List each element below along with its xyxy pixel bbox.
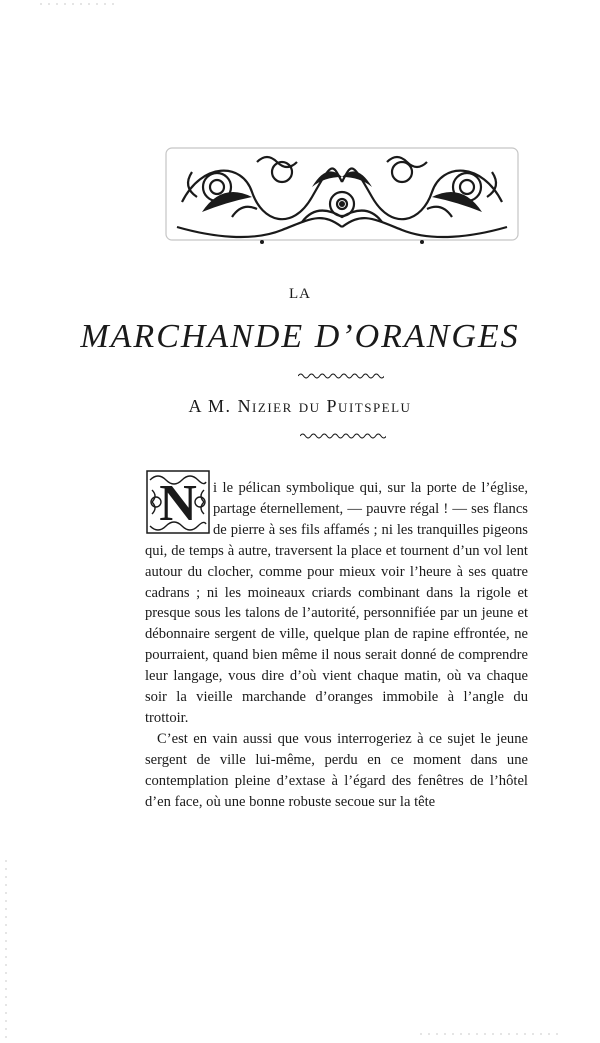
- wavy-rule-bottom: [300, 432, 386, 440]
- dedication-name: Nizier du Puitspelu: [237, 396, 412, 416]
- body-text: [145, 478, 528, 813]
- paragraph-2: C’est en vain aussi que vous interrogeriez à ce sujet le jeune sergent de ville lui-même, perdu en ce moment dans une contemplation pleine d’extase à l’égard des fenêtres de l’hôtel d’en face, où une bonne robuste secoue sur la tête: [145, 730, 528, 810]
- drop-cap-letter: N: [159, 475, 197, 532]
- dedication-line: [0, 396, 600, 417]
- wavy-rule-top: [298, 372, 384, 380]
- paragraph-1-text: i le pélican symbolique qui, sur la porte de l’église, partage éternellement, — pauvre régal ! — ses flancs de pierre à ses fils affamés ; ni les tranquilles pigeons qui, de temps à autre, traversent la place et tournent d’un vol lent autour du clocher, comme pour mieux voir l’heure à ses quatre cadrans ; ni les moineaux criards combinant dans la rigole et presque sous les talons de l’autorité, personnifiée par un jeune et débonnaire sergent de ville, quelque plan de rapine effrontée, ne pourraient, quand bien même il nous serait donné de comprendre leur langage, vous dire d’où vient chaque matin, où va chaque soir la vieille marchande d’oranges immobile à l’angle du trottoir.: [145, 480, 528, 726]
- title-kicker: LA: [289, 286, 311, 302]
- dedication-prefix: A M.: [188, 396, 232, 416]
- floral-headpiece-ornament: [162, 142, 522, 254]
- drop-cap-spacer: [145, 478, 213, 538]
- chapter-title: MARCHANDE D’ORANGES: [80, 318, 520, 355]
- paragraph-1: [145, 478, 528, 729]
